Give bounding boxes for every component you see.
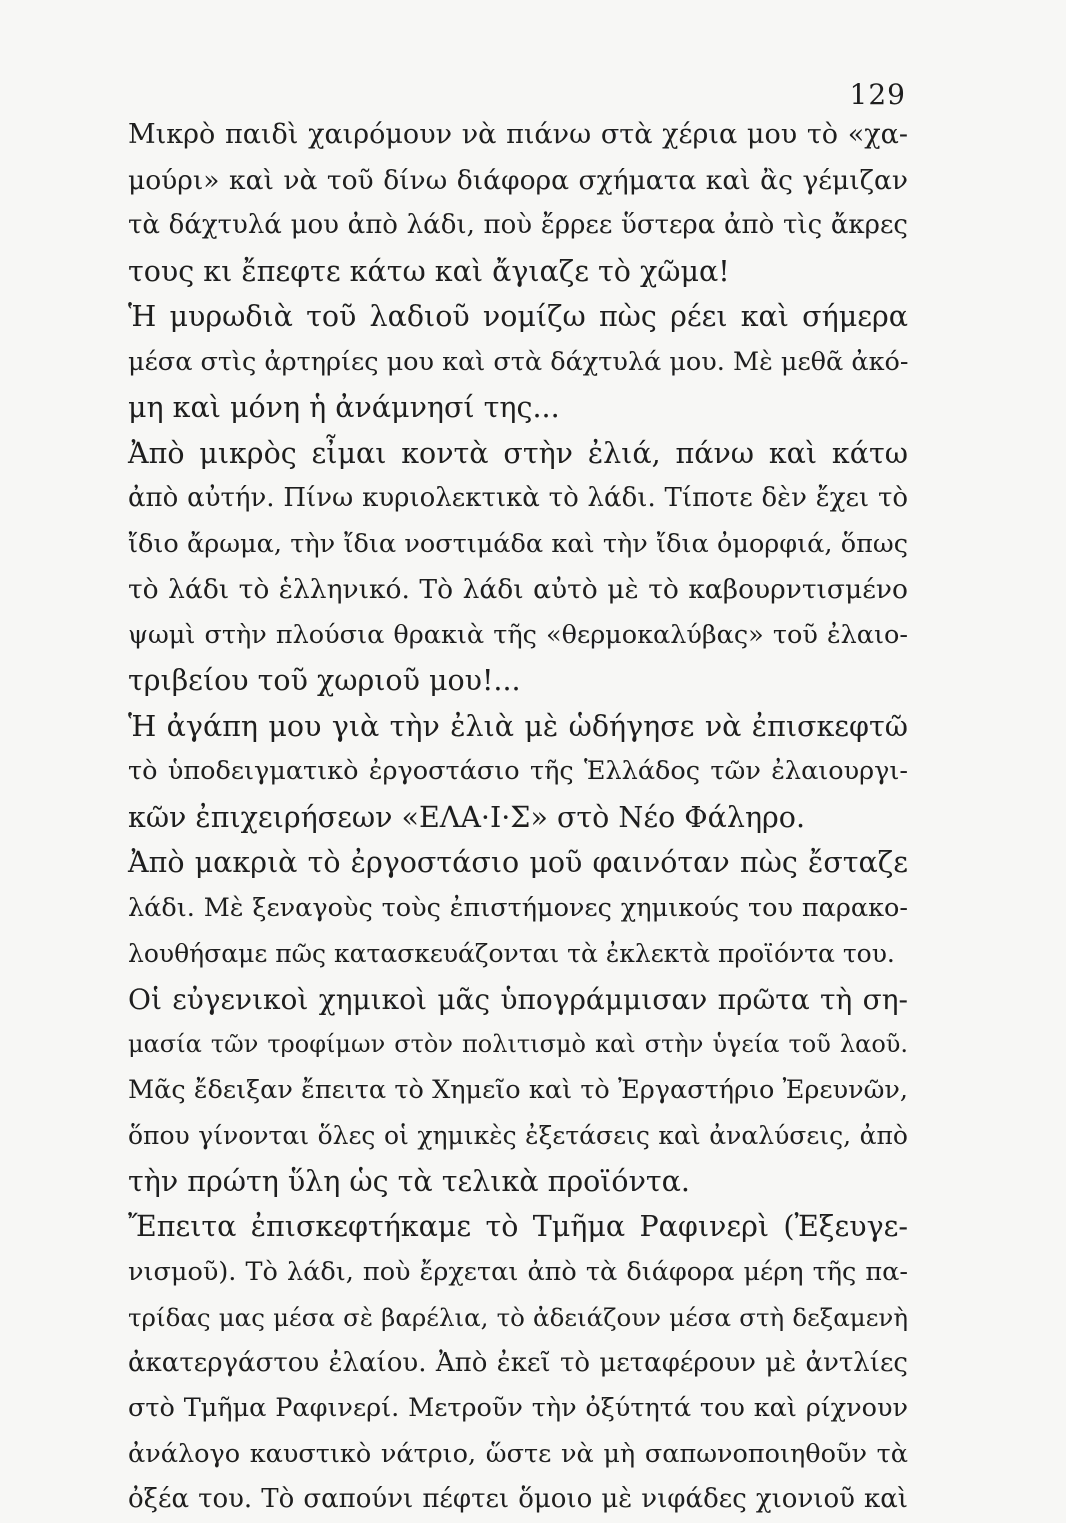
text-line: Ἔπειτα ἐπισκεφτήκαμε τὸ Τμῆμα Ραφινερὶ (Ἐξευγε- — [128, 1210, 908, 1243]
text-line: ὀξέα του. Τὸ σαπούνι πέφτει ὅμοιο μὲ νιφάδες χιονιοῦ καὶ — [128, 1484, 908, 1514]
text-line: κῶν ἐπιχειρήσεων «ΕΛΑ·Ι·Σ» στὸ Νέο Φάληρο. — [128, 800, 806, 834]
text-line: ὅπου γίνονται ὅλες οἱ χημικὲς ἐξετάσεις καὶ ἀναλύσεις, ἀπὸ — [128, 1121, 908, 1150]
text-line: μη καὶ μόνη ἡ ἀνάμνησί της... — [128, 391, 560, 424]
text-line: Ἀπὸ μακριὰ τὸ ἐργοστάσιο μοῦ φαινόταν πὼς ἔσταζε — [128, 846, 908, 879]
text-line: μούρι» καὶ νὰ τοῦ δίνω διάφορα σχήματα καὶ ἂς γέμιζαν — [128, 164, 908, 196]
text-line: ἀκατεργάστου ἐλαίου. Ἀπὸ ἐκεῖ τὸ μεταφέρουν μὲ ἀντλίες — [128, 1347, 908, 1378]
text-line: Ἀπὸ μικρὸς εἶμαι κοντὰ στὴν ἐλιά, πάνω καὶ κάτω — [128, 436, 908, 470]
text-line: στὸ Τμῆμα Ραφινερί. Μετροῦν τὴν ὀξύτητά του καὶ ρίχνουν — [128, 1393, 908, 1423]
text-line: τρίδας μας μέσα σὲ βαρέλια, τὸ ἀδειάζουν μέσα στὴ δεξαμενὴ — [128, 1303, 908, 1332]
text-line: Μικρὸ παιδὶ χαιρόμουν νὰ πιάνω στὰ χέρια μου τὸ «χα- — [128, 119, 908, 150]
text-line: Ἡ μυρωδιὰ τοῦ λαδιοῦ νομίζω πὼς ρέει καὶ σήμερα — [128, 300, 908, 333]
text-line: τὴν πρώτη ὕλη ὡς τὰ τελικὰ προϊόντα. — [128, 1164, 690, 1198]
text-line: τὰ δάχτυλά μου ἀπὸ λάδι, ποὺ ἔρρεε ὕστερα ἀπὸ τὶς ἄκρες — [128, 210, 908, 240]
text-line: ἴδιο ἄρωμα, τὴν ἴδια νοστιμάδα καὶ τὴν ἴδια ὀμορφιά, ὅπως — [128, 528, 908, 559]
page-number: 129 — [849, 78, 906, 111]
text-line: ἀνάλογο καυστικὸ νάτριο, ὥστε νὰ μὴ σαπωνοποιηθοῦν τὰ — [128, 1438, 908, 1469]
text-line: τὸ ὑποδειγματικὸ ἐργοστάσιο τῆς Ἑλλάδος τῶν ἐλαιουργι- — [128, 756, 908, 786]
text-line: τριβείου τοῦ χωριοῦ μου!... — [128, 664, 521, 697]
text-line: ψωμὶ στὴν πλούσια θρακιὰ τῆς «θερμοκαλύβας» τοῦ ἐλαιο- — [128, 619, 908, 650]
text-line: Ἡ ἀγάπη μου γιὰ τὴν ἐλιὰ μὲ ὡδήγησε νὰ ἐπισκεφτῶ — [128, 709, 908, 743]
text-line: τους κι ἔπεφτε κάτω καὶ ἄγιαζε τὸ χῶμα! — [128, 254, 730, 288]
text-line: νισμοῦ). Τὸ λάδι, ποὺ ἔρχεται ἀπὸ τὰ διάφορα μέρη τῆς πα- — [128, 1256, 908, 1287]
text-line: ἀπὸ αὐτήν. Πίνω κυριολεκτικὰ τὸ λάδι. Τίποτε δὲν ἔχει τὸ — [128, 483, 908, 513]
text-line: μέσα στὶς ἀρτηρίες μου καὶ στὰ δάχτυλά μου. Μὲ μεθᾶ ἀκό- — [128, 346, 909, 377]
text-line: Οἱ εὐγενικοὶ χημικοὶ μᾶς ὑπογράμμισαν πρῶτα τὴ ση- — [128, 982, 908, 1016]
text-line: λουθήσαμε πῶς κατασκευάζονται τὰ ἐκλεκτὰ προϊόντα του. — [128, 939, 895, 968]
body-text — [128, 112, 908, 1523]
text-line: μασία τῶν τροφίμων στὸν πολιτισμὸ καὶ στὴν ὑγεία τοῦ λαοῦ. — [128, 1030, 908, 1058]
text-line: λάδι. Μὲ ξεναγοὺς τοὺς ἐπιστήμονες χημικούς του παρακο- — [128, 892, 908, 923]
text-line: τὸ λάδι τὸ ἑλληνικό. Τὸ λάδι αὐτὸ μὲ τὸ καβουρντισμένο — [128, 574, 908, 605]
text-line: Μᾶς ἔδειξαν ἔπειτα τὸ Χημεῖο καὶ τὸ Ἐργαστήριο Ἐρευνῶν, — [128, 1074, 908, 1105]
